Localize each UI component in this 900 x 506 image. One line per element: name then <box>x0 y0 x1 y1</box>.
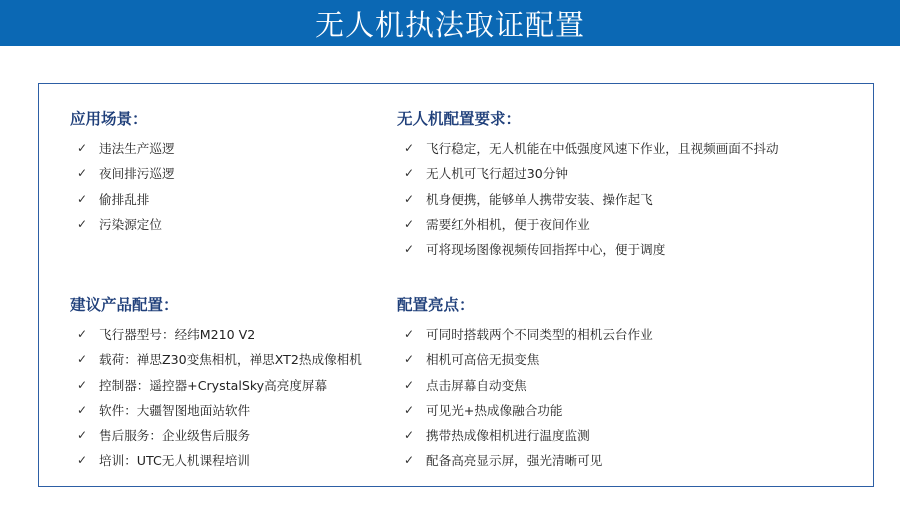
list-item-text: 可同时搭载两个不同类型的相机云台作业 <box>426 327 653 342</box>
list-item <box>70 212 175 237</box>
list-item-text: 无人机可飞行超过30分钟 <box>426 166 568 182</box>
list-item-text: 可见光+热成像融合功能 <box>426 402 563 418</box>
list-item-text: 偷排乱排 <box>99 191 150 207</box>
list-item <box>70 398 362 423</box>
list-item <box>397 448 653 473</box>
list-item-text: 载荷：禅思Z30变焦相机，禅思XT2热成像相机 <box>99 352 362 368</box>
list-item-text: 培训：UTC无人机课程培训 <box>99 453 250 469</box>
list-item-text: 可将现场图像视频传回指挥中心，便于调度 <box>426 242 666 258</box>
list-item <box>70 161 175 186</box>
check-icon: ✓ <box>77 166 88 181</box>
list-item-text: 点击屏幕自动变焦 <box>426 377 527 393</box>
check-icon: ✓ <box>404 428 415 443</box>
list-item <box>397 187 779 212</box>
list-item-text: 相机可高倍无损变焦 <box>426 352 540 368</box>
check-icon: ✓ <box>404 166 415 181</box>
list-item <box>70 373 362 398</box>
list-item <box>397 322 653 347</box>
list-item <box>397 347 653 372</box>
check-icon: ✓ <box>404 141 415 155</box>
header-bar <box>0 0 900 46</box>
content-panel <box>38 83 874 487</box>
list-item <box>397 161 779 186</box>
list-item-text: 控制器：遥控器+CrystalSky高亮度屏幕 <box>99 377 328 393</box>
check-icon: ✓ <box>77 327 88 341</box>
list-item-text: 违法生产巡逻 <box>99 141 175 156</box>
list-item-text: 夜间排污巡逻 <box>99 166 175 182</box>
list-item-text: 污染源定位 <box>99 216 162 232</box>
page-title: 无人机执法取证配置 <box>314 7 585 42</box>
list-item-text: 飞行器型号：经纬M210 V2 <box>99 327 256 342</box>
list-item-text: 机身便携，能够单人携带安装、操作起飞 <box>426 191 653 207</box>
check-icon: ✓ <box>404 327 415 341</box>
check-icon: ✓ <box>404 216 415 231</box>
check-icon: ✓ <box>404 352 415 367</box>
list-item <box>397 423 653 448</box>
check-icon: ✓ <box>77 402 88 417</box>
list-item <box>70 347 362 372</box>
check-icon: ✓ <box>77 453 88 468</box>
list-item <box>70 136 175 161</box>
check-icon: ✓ <box>77 141 88 155</box>
list-item-text: 飞行稳定，无人机能在中低强度风速下作业，且视频画面不抖动 <box>426 141 779 156</box>
list-item-text: 配备高亮显示屏，强光清晰可见 <box>426 453 603 469</box>
check-icon: ✓ <box>77 428 88 443</box>
check-icon: ✓ <box>404 377 415 392</box>
check-icon: ✓ <box>77 216 88 231</box>
scenario-list <box>70 136 175 237</box>
section-title: 建议产品配置： <box>70 296 179 314</box>
list-item <box>397 398 653 423</box>
list-item <box>397 373 653 398</box>
list-item-text: 携带热成像相机进行温度监测 <box>426 428 590 444</box>
check-icon: ✓ <box>77 352 88 367</box>
check-icon: ✓ <box>77 377 88 392</box>
list-item <box>397 136 779 161</box>
section-title: 无人机配置要求： <box>397 110 522 128</box>
check-icon: ✓ <box>404 191 415 206</box>
list-item-text: 售后服务：企业级售后服务 <box>99 428 251 444</box>
section-config-highlights <box>397 294 653 474</box>
check-icon: ✓ <box>404 402 415 417</box>
product-list <box>70 322 362 474</box>
list-item <box>397 237 779 262</box>
check-icon: ✓ <box>77 191 88 206</box>
check-icon: ✓ <box>404 242 415 257</box>
highlight-list <box>397 322 653 474</box>
list-item-text: 软件：大疆智图地面站软件 <box>99 402 251 418</box>
section-drone-requirements <box>397 108 779 262</box>
section-application-scenarios <box>70 108 175 237</box>
list-item <box>70 423 362 448</box>
section-title: 应用场景： <box>70 110 148 128</box>
list-item <box>70 187 175 212</box>
list-item <box>70 448 362 473</box>
list-item-text: 需要红外相机，便于夜间作业 <box>426 216 590 232</box>
section-recommended-products <box>70 294 362 474</box>
list-item <box>397 212 779 237</box>
section-title: 配置亮点： <box>397 296 475 314</box>
check-icon: ✓ <box>404 453 415 468</box>
requirement-list <box>397 136 779 262</box>
list-item <box>70 322 362 347</box>
